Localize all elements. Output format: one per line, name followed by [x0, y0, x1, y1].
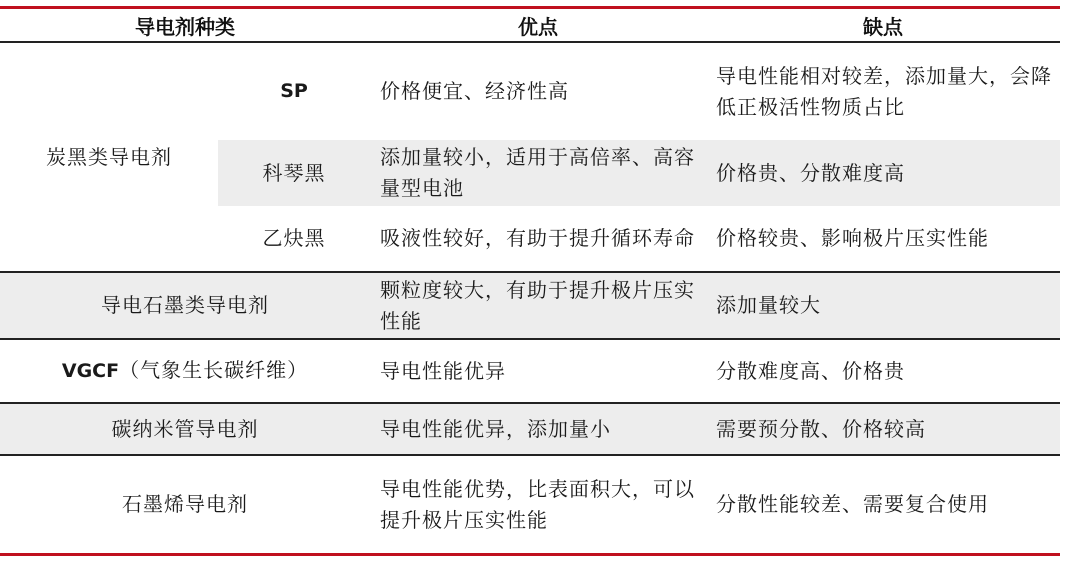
header-pros: 优点	[518, 14, 558, 39]
row-name: 乙炔黑	[262, 226, 326, 250]
row-name: SP	[280, 80, 308, 102]
table-row	[0, 272, 1060, 339]
row-cons: 分散难度高、价格贵	[716, 358, 905, 383]
table-row	[0, 455, 1060, 553]
row-cons: 价格较贵、影响极片压实性能	[716, 226, 989, 250]
table-row	[0, 403, 1060, 455]
header-type: 导电剂种类	[135, 14, 235, 39]
row-pros: 吸液性较好，有助于提升循环寿命	[380, 226, 695, 250]
header-cons: 缺点	[863, 14, 903, 39]
row-name: 科琴黑	[262, 160, 326, 185]
row-cons: 导电性能相对较差，添加量大，会降低正极活性物质占比	[716, 63, 1052, 119]
row-cons: 分散性能较差、需要复合使用	[716, 492, 989, 516]
row-pros: 导电性能优势，比表面积大，可以提升极片压实性能	[380, 476, 695, 532]
row-name-rest: （气象生长碳纤维）	[119, 358, 309, 382]
row-name: 导电石墨类导电剂	[101, 293, 269, 317]
row-name	[0, 339, 370, 403]
table-row	[0, 339, 1060, 403]
row-cons: 价格贵、分散难度高	[716, 160, 905, 185]
table-row	[0, 42, 1060, 140]
row-pros: 导电性能优异，添加量小	[380, 416, 611, 441]
bottom-rule	[0, 553, 1060, 556]
row-pros: 价格便宜、经济性高	[380, 79, 569, 103]
row-pros: 颗粒度较大，有助于提升极片压实性能	[380, 277, 695, 333]
table-header-row	[0, 9, 1060, 42]
row-name: 碳纳米管导电剂	[111, 416, 259, 441]
row-name-latin: VGCF	[61, 360, 120, 382]
row-cons: 添加量较大	[716, 293, 821, 317]
conductive-agent-table	[0, 9, 1060, 553]
row-pros: 添加量较小，适用于高倍率、高容量型电池	[380, 145, 695, 200]
row-pros: 导电性能优异	[380, 358, 506, 383]
group-label: 炭黑类导电剂	[46, 144, 172, 169]
row-cons: 需要预分散、价格较高	[716, 416, 926, 441]
row-name: 石墨烯导电剂	[122, 492, 248, 516]
